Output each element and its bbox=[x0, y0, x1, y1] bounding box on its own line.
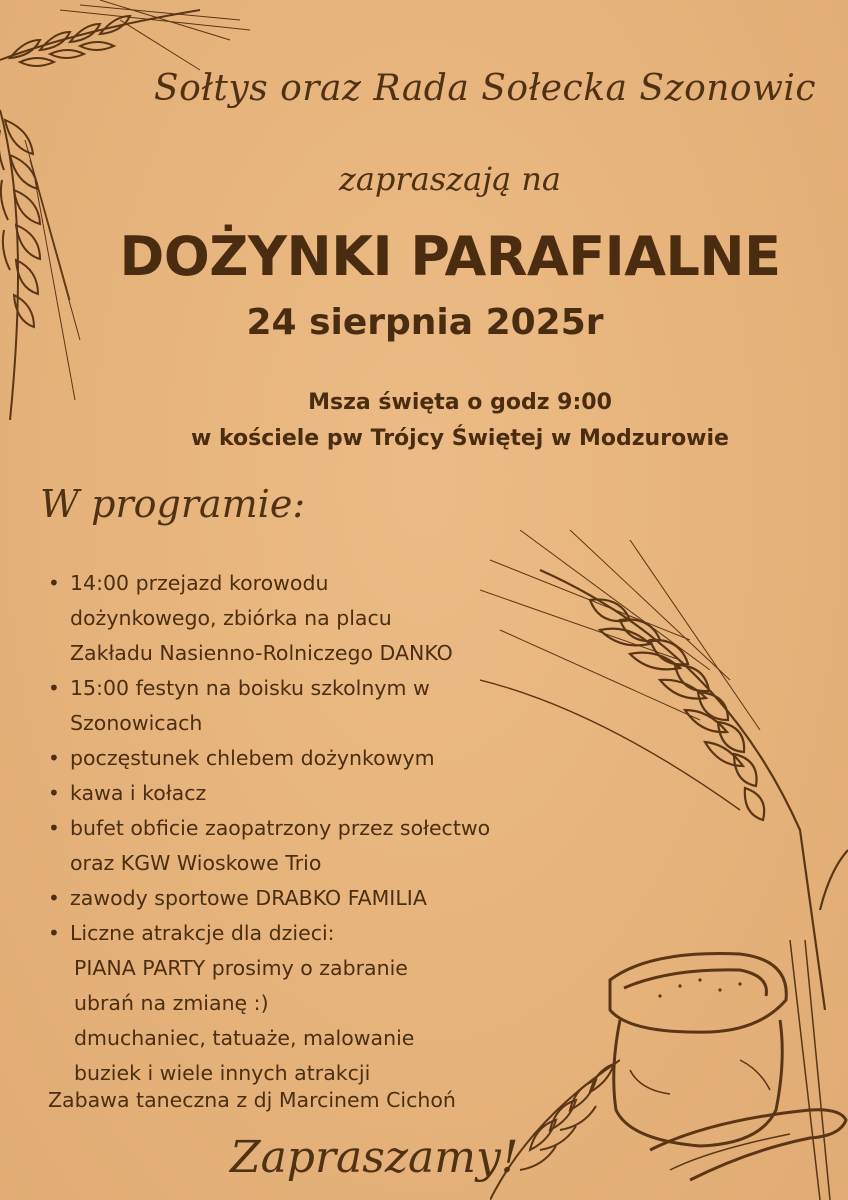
program-item-line: PIANA PARTY prosimy o zabranie bbox=[74, 956, 408, 980]
program-item-line: 14:00 przejazd korowodu bbox=[70, 571, 329, 595]
invite-line-invites: zapraszają na bbox=[338, 160, 561, 198]
program-item bbox=[44, 671, 564, 741]
dance-party-line: Zabawa taneczna z dj Marcinem Cichoń bbox=[48, 1088, 456, 1112]
program-item-line: bufet obficie zaopatrzony przez sołectwo bbox=[70, 816, 491, 840]
program-item-line: dmuchaniec, tatuaże, malowanie bbox=[74, 1026, 415, 1050]
event-date: 24 sierpnia 2025r bbox=[246, 302, 604, 343]
program-item-line: buziek i wiele innych atrakcji bbox=[74, 1061, 371, 1085]
bullet-icon: • bbox=[48, 886, 60, 910]
wheat-ear-icon-left bbox=[0, 100, 90, 420]
program-item bbox=[44, 741, 564, 776]
program-item bbox=[44, 776, 564, 811]
program-item bbox=[44, 881, 564, 916]
mass-info bbox=[100, 385, 820, 457]
event-title: DOŻYNKI PARAFIALNE bbox=[119, 225, 781, 288]
bullet-icon: • bbox=[48, 676, 60, 700]
program-heading: W programie: bbox=[40, 482, 306, 526]
invite-line-organizers: Sołtys oraz Rada Sołecka Szonowic bbox=[153, 68, 817, 109]
program-item bbox=[44, 811, 564, 881]
bullet-icon: • bbox=[48, 571, 60, 595]
program-item bbox=[44, 566, 564, 671]
mass-time: Msza święta o godz 9:00 bbox=[308, 390, 612, 415]
program-item-line: 15:00 festyn na boisku szkolnym w bbox=[70, 676, 430, 700]
program-item bbox=[44, 916, 564, 1091]
program-item-line: Zakładu Nasienno-Rolniczego DANKO bbox=[70, 641, 453, 665]
grain-sack-icon bbox=[590, 940, 848, 1200]
bullet-icon: • bbox=[48, 746, 60, 770]
program-item-line: Liczne atrakcje dla dzieci: bbox=[70, 921, 335, 945]
program-list bbox=[44, 566, 564, 1091]
program-item-line: oraz KGW Wioskowe Trio bbox=[70, 851, 322, 875]
program-item-line: kawa i kołacz bbox=[70, 781, 207, 805]
program-item-line: ubrań na zmianę :) bbox=[74, 991, 269, 1015]
bullet-icon: • bbox=[48, 816, 60, 840]
program-item-line: dożynkowego, zbiórka na placu bbox=[70, 606, 392, 630]
bullet-icon: • bbox=[48, 921, 60, 945]
bullet-icon: • bbox=[48, 781, 60, 805]
signoff: Zapraszamy! bbox=[230, 1132, 519, 1183]
program-item-line: zawody sportowe DRABKO FAMILIA bbox=[70, 886, 427, 910]
program-item-line: poczęstunek chlebem dożynkowym bbox=[70, 746, 435, 770]
program-item-line: Szonowicach bbox=[70, 711, 203, 735]
mass-location: w kościele pw Trójcy Świętej w Modzurowie bbox=[191, 426, 729, 451]
